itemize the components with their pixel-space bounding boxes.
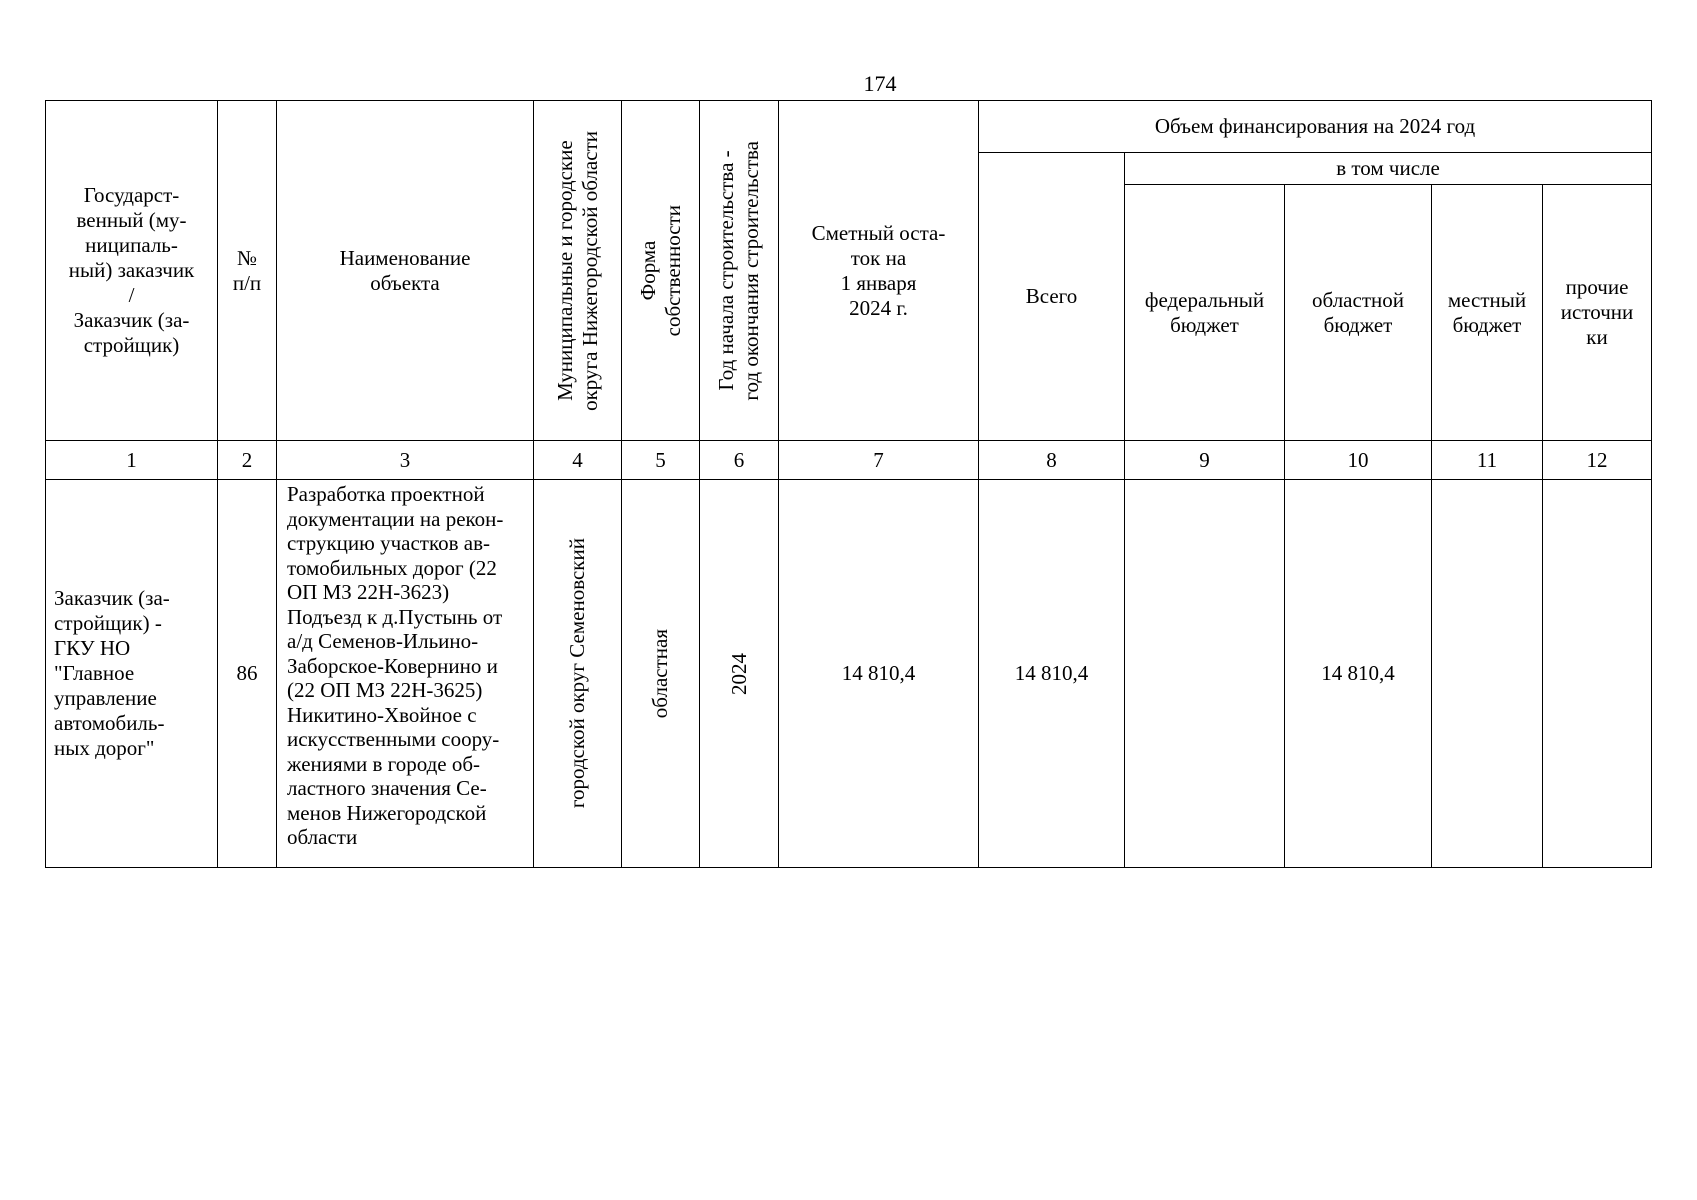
column-number: 7 [779, 441, 979, 480]
header-funding-volume: Объем финансирования на 2024 год [979, 101, 1652, 153]
cell-local [1432, 480, 1543, 868]
header-federal: федеральный бюджет [1125, 185, 1285, 441]
column-number: 2 [218, 441, 277, 480]
column-number: 1 [46, 441, 218, 480]
column-number: 9 [1125, 441, 1285, 480]
column-number: 3 [277, 441, 534, 480]
header-estimate-balance: Сметный оста- ток на 1 января 2024 г. [779, 101, 979, 441]
header-object-name: Наименование объекта [277, 101, 534, 441]
column-number: 4 [534, 441, 622, 480]
column-number: 6 [700, 441, 779, 480]
cell-number: 86 [218, 480, 277, 868]
header-number: № п/п [218, 101, 277, 441]
construction-funding-table [45, 100, 1652, 868]
header-row-1 [46, 101, 1652, 153]
column-number: 11 [1432, 441, 1543, 480]
header-customer: Государст- венный (му- ниципаль- ный) заказчик / Заказчик (за- стройщик) [46, 101, 218, 441]
cell-years: 2024 [700, 480, 779, 868]
header-years: Год начала строительства - год окончания строительства [700, 101, 779, 441]
header-municipality: Муниципальные и городские округа Нижегородской области [534, 101, 622, 441]
column-number: 12 [1543, 441, 1652, 480]
cell-regional: 14 810,4 [1285, 480, 1432, 868]
cell-ownership: областная [622, 480, 700, 868]
page-number: 174 [863, 71, 897, 96]
cell-object-name: Разработка проектной документации на рекон- струкцию участков ав- томобильных дорог (22 ОП МЗ 22Н-3623) Подъезд к д.Пустынь от а/д Семенов-Ильино- Заборское-Ковернино и (22 ОП МЗ 22Н-3625) Никитино-Хвойное с искусственными соору- жениями в городе об- ластного значения Се- менов Нижегородской области [277, 480, 534, 868]
header-regional: областной бюджет [1285, 185, 1432, 441]
column-number-row [46, 441, 1652, 480]
cell-total: 14 810,4 [979, 480, 1125, 868]
cell-federal [1125, 480, 1285, 868]
header-total: Всего [979, 153, 1125, 441]
header-including: в том числе [1125, 153, 1652, 185]
header-ownership: Форма собственности [622, 101, 700, 441]
header-local: местный бюджет [1432, 185, 1543, 441]
cell-other [1543, 480, 1652, 868]
cell-customer: Заказчик (за- стройщик) - ГКУ НО "Главное управление автомобиль- ных дорог" [46, 480, 218, 868]
header-other: прочие источни ки [1543, 185, 1652, 441]
cell-estimate-balance: 14 810,4 [779, 480, 979, 868]
column-number: 5 [622, 441, 700, 480]
column-number: 8 [979, 441, 1125, 480]
cell-municipality: городской округ Семеновский [534, 480, 622, 868]
column-number: 10 [1285, 441, 1432, 480]
table-row [46, 480, 1652, 868]
